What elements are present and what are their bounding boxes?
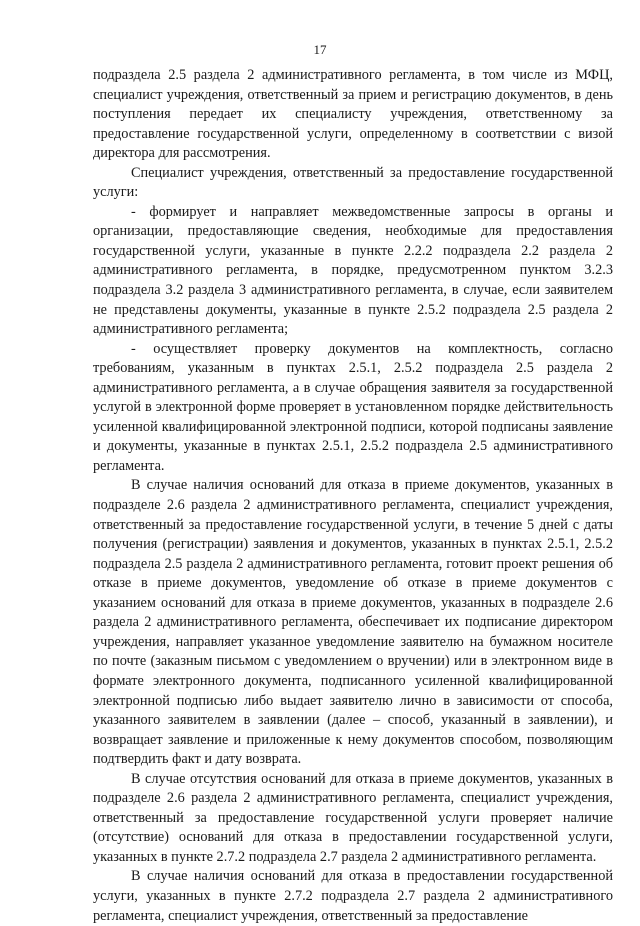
paragraph-continuation: подраздела 2.5 раздела 2 административного регламента, в том числе из МФЦ, специалист учреждения, ответственный за прием и регистрацию документов, в день поступления передает их специалисту учреждения, ответственному за предоставление государственной услуги, определенному в соответствии с визой директора для рассмотрения.	[93, 67, 613, 162]
paragraph-specialist-intro: Специалист учреждения, ответственный за предоставление государственной услуги:	[93, 164, 613, 201]
paragraph-refusal-grounds: В случае наличия оснований для отказа в приеме документов, указанных в подразделе 2.6 раздела 2 административного регламента, специалист учреждения, ответственный за предоставление государственной услуги, в течение 5 дней с даты получения (регистрации) заявления и документов, указанных в пунктах 2.5.1, 2.5.2 подраздела 2.5 раздела 2 административного регламента, готовит проект решения об отказе в приеме документов, уведомление об отказе в приеме документов с указанием оснований для отказа в приеме документов, указанных в подразделе 2.6 раздела 2 административного регламента, обеспечивает их подписание директором учреждения, направляет указанное уведомление заявителю на бумажном носителе по почте (заказным письмом с уведомлением о вручении) или в электронном виде в формате электронного документа, подписанного усиленной квалифицированной электронной подписью либо выдает заявителю лично в зависимости от способа, указанного заявителем в заявлении (далее – способ, указанный в заявлении), и возвращает заявление и приложенные к нему документов способом, позволяющим подтвердить факт и дату возврата.	[93, 477, 613, 768]
list-item-interagency-requests: - формирует и направляет межведомственные запросы в органы и организации, предоставляющие сведения, необходимые для предоставления государственной услуги, указанные в пункте 2.2.2 подраздела 2.2 раздела 2 административного регламента, в порядке, предусмотренном пунктом 3.2.3 подраздела 3.2 раздела 3 административного регламента, в случае, если заявителем не представлены документы, указанные в пункте 2.5.2 подраздела 2.5 раздела 2 административного регламента;	[93, 203, 613, 338]
document-body	[93, 66, 613, 926]
paragraph-service-refusal: В случае наличия оснований для отказа в предоставлении государственной услуги, указанных в пункте 2.7.2 подраздела 2.7 раздела 2 административного регламента, специалист учреждения, ответственный за предоставление	[93, 868, 613, 924]
page-number: 17	[313, 42, 327, 57]
paragraph-no-refusal-grounds: В случае отсутствия оснований для отказа в приеме документов, указанных в подразделе 2.6 раздела 2 административного регламента, специалист учреждения, ответственный за предоставление государственной услуги проверяет наличие (отсутствие) оснований для отказа в предоставлении государственной услуги, указанных в пункте 2.7.2 подраздела 2.7 раздела 2 административного регламента.	[93, 770, 613, 865]
list-item-document-check: - осуществляет проверку документов на комплектность, согласно требованиям, указанным в пунктах 2.5.1, 2.5.2 подраздела 2.5 раздела 2 административного регламента, а в случае обращения заявителя за государственной услугой в электронной форме проверяет в установленном порядке действительность усиленной квалифицированной электронной подписи, которой подписаны заявление и документы, указанные в пунктах 2.5.1, 2.5.2 подраздела 2.5 административного регламента.	[93, 340, 613, 474]
